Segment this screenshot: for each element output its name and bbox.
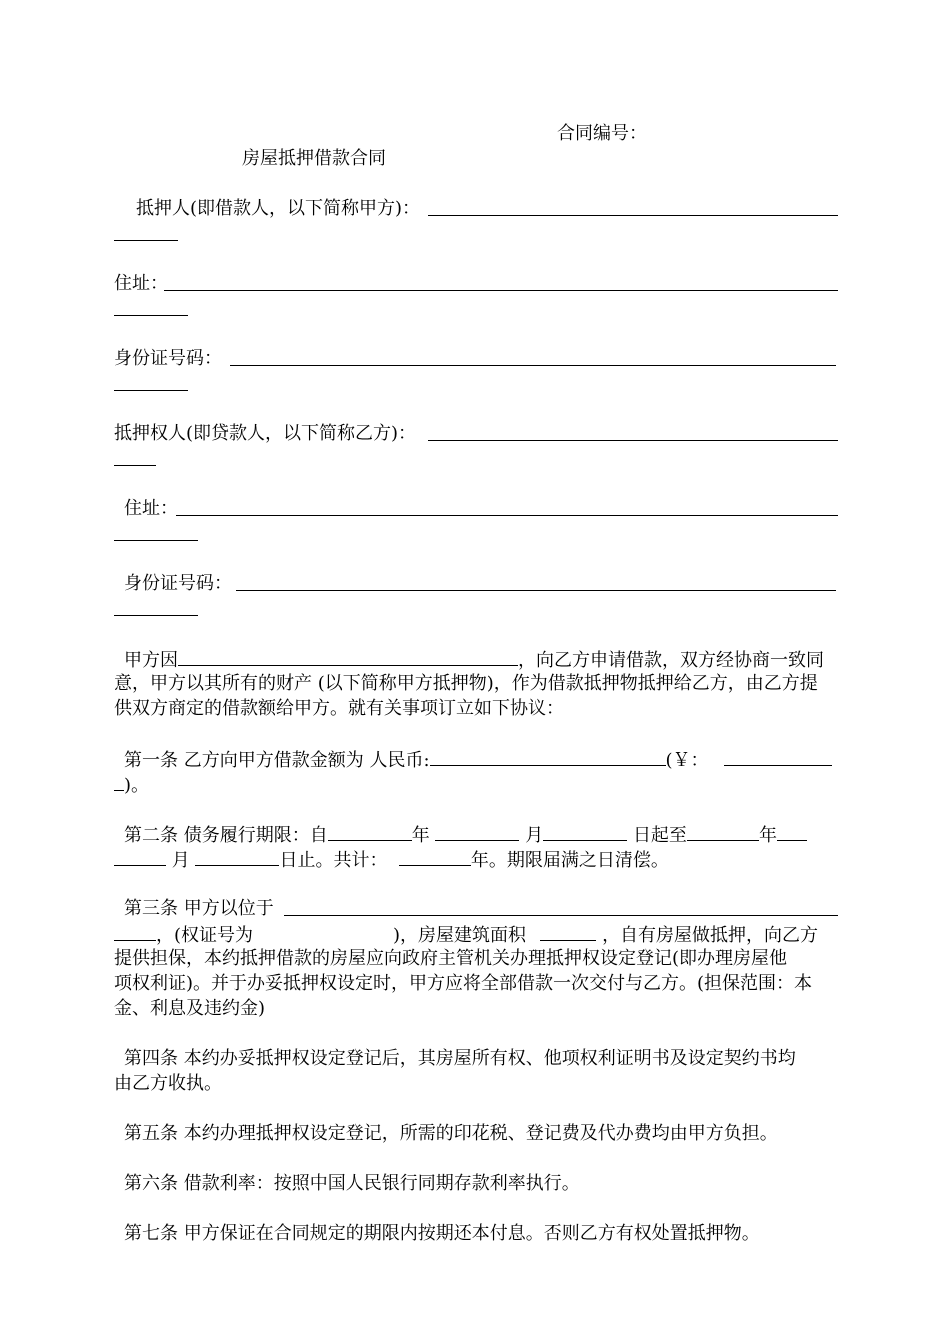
contract-number-label: 合同编号：: [557, 123, 647, 144]
preamble-text-b: ，向乙方申请借款，双方经协商一致同: [518, 650, 824, 671]
cert-no-label: ，(权证号为: [156, 925, 254, 946]
loan-amount-yuan-field[interactable]: [724, 765, 832, 766]
article-2-tail: 年。期限届满之日清偿。: [470, 850, 669, 871]
party-a-name-field-cont[interactable]: [114, 240, 178, 241]
preamble-line-1: [124, 648, 824, 672]
end-day-field[interactable]: [195, 848, 279, 866]
article-3-line-4: 项权利证)。并于办妥抵押权设定时，甲方应将全部借款一次交付与乙方。(担保范围：本: [114, 973, 813, 994]
preamble-line-2: 意，甲方以其所有的财产 (以下简称甲方抵押物)，作为借款抵押物抵押给乙方，由乙方提: [114, 673, 818, 694]
borrow-reason-field[interactable]: [178, 648, 518, 666]
article-5: 第五条 本约办理抵押权设定登记，所需的印花税、登记费及代办费均由甲方负担。: [124, 1123, 778, 1144]
end-year-field[interactable]: [687, 823, 759, 841]
party-a-id-field-cont[interactable]: [114, 390, 188, 391]
loan-amount-rmb-field[interactable]: [430, 748, 666, 766]
month-label-2: 月: [171, 850, 190, 871]
party-a-label: 抵押人(即借款人，以下简称甲方)：: [136, 198, 421, 219]
article-1-line-1: [124, 748, 709, 772]
month-label: 月: [525, 825, 544, 846]
party-a-name-field[interactable]: [428, 215, 838, 216]
total-years-field[interactable]: [399, 848, 471, 866]
party-b-label: 抵押权人(即贷款人，以下简称乙方)：: [114, 423, 417, 444]
year-label-2: 年: [758, 825, 777, 846]
party-b-id-label: 身份证号码：: [124, 573, 232, 594]
party-b-address-label: 住址：: [124, 498, 178, 519]
party-b-id-field[interactable]: [236, 590, 836, 591]
party-b-address-field[interactable]: [176, 515, 838, 516]
area-underline: [540, 940, 596, 941]
article-3-line-1: [124, 898, 274, 920]
party-b-name-field-cont[interactable]: [114, 465, 156, 466]
article-3-line-2: [114, 923, 818, 947]
day-end-label: 日止。共计：: [279, 850, 388, 871]
party-b-id-field-cont[interactable]: [114, 615, 198, 616]
article-1-text: 第一条 乙方向甲方借款金额为 人民币:: [124, 750, 430, 771]
article-3-text: 第三条 甲方以位于: [124, 898, 274, 919]
article-1-close: )。: [124, 775, 150, 796]
property-location-field-cont[interactable]: [114, 923, 156, 941]
party-a-id-label: 身份证号码：: [114, 348, 222, 369]
article-3-line-3: 提供担保，本约抵押借款的房屋应向政府主管机关办理抵押权设定登记(即办理房屋他: [114, 948, 788, 969]
party-a-address-label: 住址：: [114, 273, 168, 294]
property-location-field[interactable]: [284, 915, 838, 916]
year-label: 年: [411, 825, 430, 846]
party-a-id-field[interactable]: [230, 365, 836, 366]
article-2-line-1: [124, 823, 807, 847]
article-4-line-2: 由乙方收执。: [114, 1073, 222, 1094]
article-1-line-2: [114, 773, 149, 797]
article-3-text-d: ，自有房屋做抵押，向乙方: [602, 925, 819, 946]
start-day-field[interactable]: [543, 823, 627, 841]
preamble-text-a: 甲方因: [124, 650, 178, 671]
article-2-text: 第二条 债务履行期限：自: [124, 825, 328, 846]
day-from-label: 日起至: [632, 825, 687, 846]
article-1-yuan-label: (￥：: [665, 750, 709, 771]
start-year-field[interactable]: [328, 823, 412, 841]
preamble-line-3: 供双方商定的借款额给甲方。就有关事项订立如下协议：: [114, 698, 564, 719]
start-month-field[interactable]: [435, 823, 519, 841]
party-b-address-field-cont[interactable]: [114, 540, 198, 541]
party-a-address-field-cont[interactable]: [114, 315, 188, 316]
end-month-field[interactable]: [777, 823, 807, 841]
article-4-line-1: 第四条 本约办妥抵押权设定登记后，其房屋所有权、他项权利证明书及设定契约书均: [124, 1048, 796, 1069]
article-2-line-2: [114, 848, 669, 872]
end-month-field-cont[interactable]: [114, 848, 166, 866]
article-6: 第六条 借款利率：按照中国人民银行同期存款利率执行。: [124, 1173, 580, 1194]
article-7: 第七条 甲方保证在合同规定的期限内按期还本付息。否则乙方有权处置抵押物。: [124, 1223, 760, 1244]
party-b-name-field[interactable]: [428, 440, 838, 441]
area-label: )，房屋建筑面积: [393, 925, 527, 946]
document-title: 房屋抵押借款合同: [242, 148, 386, 169]
article-3-line-5: 金、利息及违约金): [114, 998, 266, 1019]
party-a-address-field[interactable]: [164, 290, 838, 291]
loan-amount-yuan-field-cont[interactable]: [114, 773, 124, 791]
